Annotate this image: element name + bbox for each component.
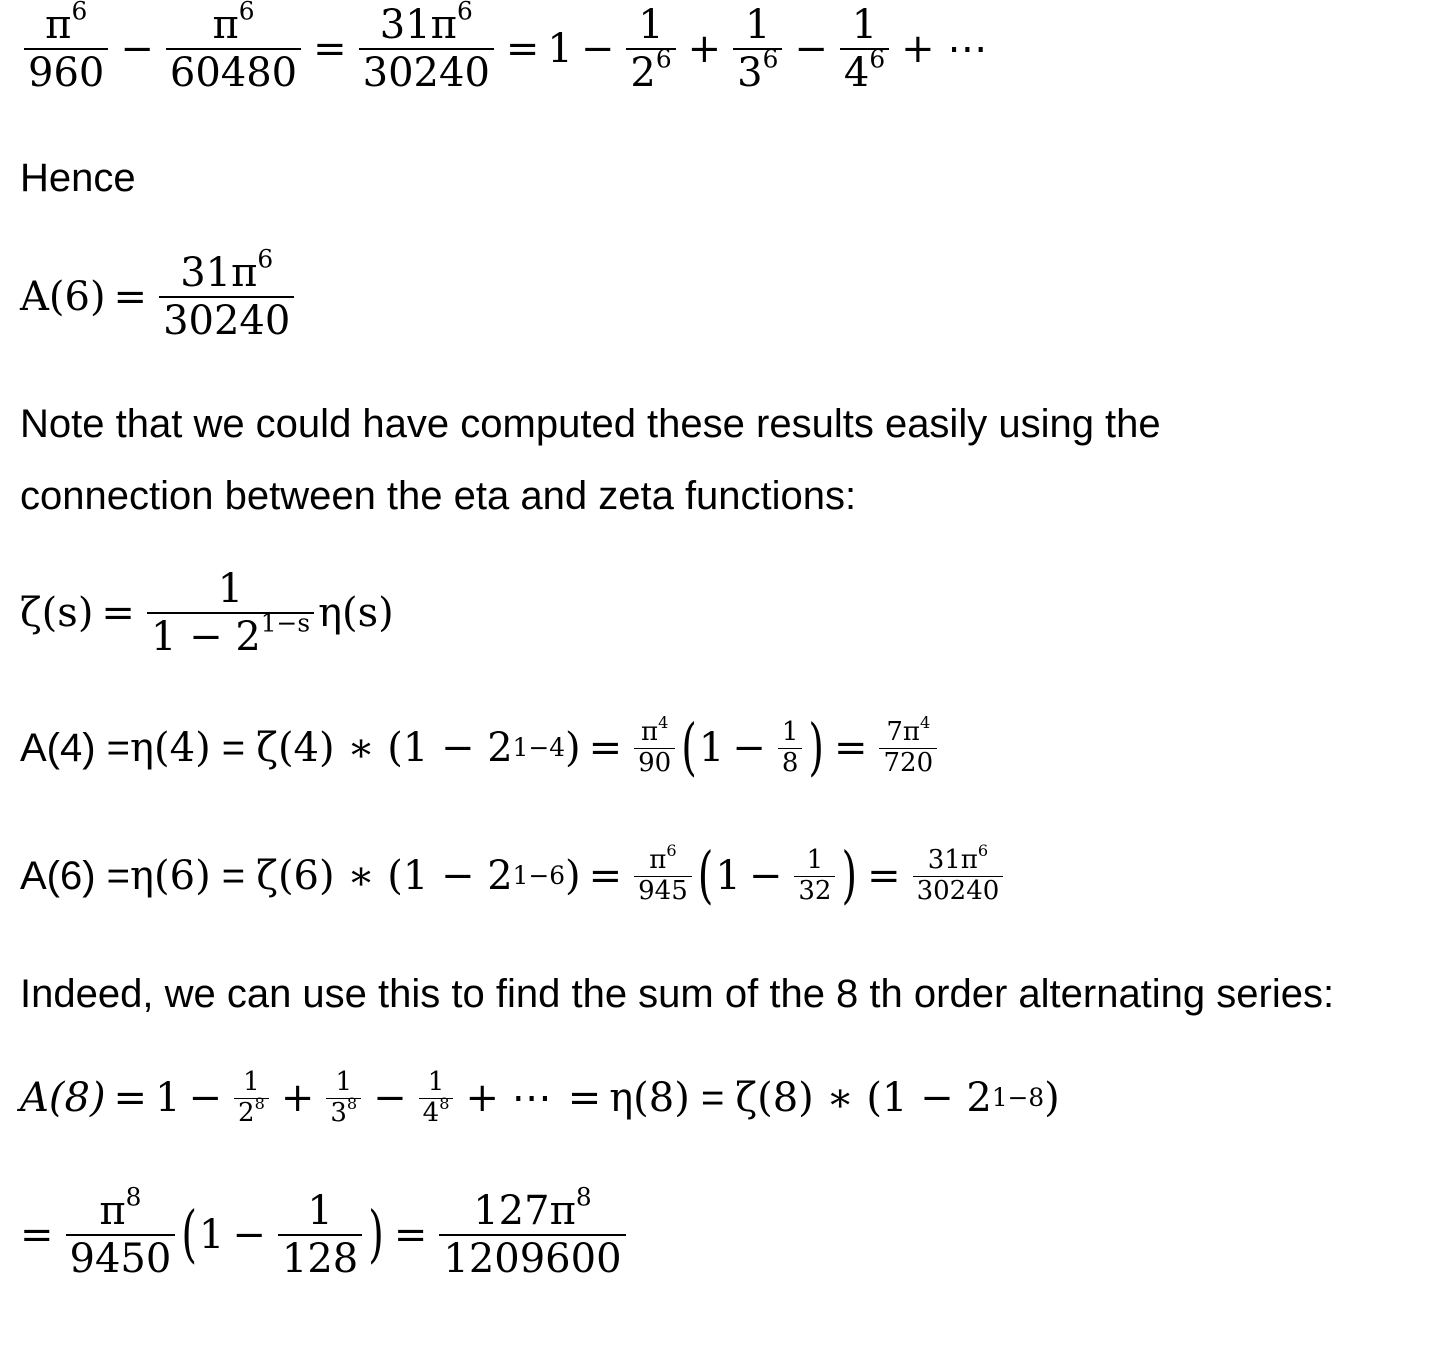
- numerator: 1: [745, 2, 771, 48]
- minus-sign: −: [580, 26, 615, 72]
- numerator: 1: [335, 1067, 353, 1097]
- fraction-pi6-over-60480: [166, 2, 301, 96]
- denominator: 8: [781, 747, 799, 778]
- numerator: 1: [427, 1067, 445, 1097]
- close-paren: ): [565, 853, 581, 900]
- fraction-1-over-1-minus-2-pow: [147, 566, 314, 660]
- exponent: 6: [71, 0, 88, 26]
- term-one: 1: [198, 1212, 225, 1258]
- numerator: 1: [217, 566, 244, 612]
- denominator-base: 2: [238, 1097, 255, 1128]
- open-paren: (: [181, 1199, 197, 1271]
- exponent: 6: [238, 0, 255, 26]
- denominator: 32: [798, 875, 832, 906]
- exponent: 8: [125, 1182, 142, 1212]
- plus-sign: +: [687, 26, 722, 72]
- denominator-base: 4: [843, 50, 870, 96]
- lhs-a6: A(6): [20, 274, 106, 320]
- denominator: 9450: [69, 1236, 172, 1282]
- exponent: 6: [655, 44, 672, 74]
- equals-sign: =: [113, 1075, 148, 1122]
- equals-sign: =: [101, 590, 135, 636]
- denominator-base: 4: [422, 1097, 440, 1128]
- paragraph-note-line2: connection between the eta and zeta functions:: [20, 474, 857, 518]
- zeta-8-times: ζ(8) ∗ (1 − 2: [735, 1075, 992, 1122]
- zeta-6-times: ζ(6) ∗ (1 − 2: [256, 853, 513, 900]
- fraction-1-over-3-pow-8: [326, 1068, 361, 1129]
- equals-sign: =: [689, 1075, 736, 1120]
- numerator: π: [212, 2, 239, 48]
- numerator: π: [649, 845, 667, 875]
- fraction-1-over-2-pow-8: [234, 1068, 269, 1129]
- fraction-1-over-8: [778, 718, 803, 779]
- close-paren: ): [565, 725, 581, 772]
- lhs-zeta-s: ζ(s): [20, 590, 94, 636]
- denominator: 1209600: [443, 1236, 622, 1282]
- rhs-eta-s: η(s): [318, 590, 394, 636]
- equals-sign: =: [113, 274, 148, 320]
- equals-sign: =: [313, 26, 347, 72]
- fraction-1-over-128: [278, 1188, 362, 1282]
- exponent: 1−s: [260, 608, 311, 638]
- exponent: 8: [575, 1182, 592, 1212]
- equation-a8-result: [20, 1182, 630, 1282]
- minus-sign: −: [120, 26, 154, 72]
- denominator-base: 2: [630, 50, 656, 96]
- open-paren: (: [697, 840, 714, 913]
- lhs-a8: A(8): [20, 1075, 106, 1122]
- equals-sign: =: [833, 725, 868, 772]
- series-continuation: + ⋯: [465, 1075, 552, 1122]
- equals-sign: =: [393, 1212, 428, 1258]
- lhs-a4: A(4) =: [20, 725, 131, 770]
- numerator: π: [99, 1188, 126, 1234]
- fraction-31pi6-over-30240: [359, 2, 494, 96]
- equals-sign: =: [20, 1212, 54, 1258]
- eta-6: η(6): [130, 853, 211, 900]
- numerator: π: [641, 717, 659, 747]
- exponent: 6: [977, 840, 989, 860]
- numerator: 1: [851, 2, 878, 48]
- minus-sign: −: [794, 26, 828, 72]
- close-paren: ): [808, 712, 824, 785]
- fraction-pi6-over-960: [24, 2, 108, 96]
- equals-sign: =: [210, 725, 257, 770]
- equals-sign: =: [588, 853, 623, 900]
- numerator: 7π: [886, 717, 920, 747]
- numerator: 1: [781, 717, 799, 747]
- paragraph-indeed: Indeed, we can use this to find the sum of the 8 th order alternating series:: [20, 972, 1335, 1016]
- numerator: 1: [307, 1188, 333, 1234]
- numerator: 31π: [180, 250, 258, 296]
- fraction-7pi4-over-720: [879, 712, 937, 779]
- fraction-1-over-3-pow-6: [733, 2, 782, 96]
- equals-sign: =: [567, 1075, 602, 1122]
- equation-a8-series: A(8) = 1 − $\frac{1}{2^8}$ + $\frac{1}{3^8}$ − $\frac{1}{4^8}$ + ⋯ = η(8) = ζ(8) ∗ (1 − 2 1−8 ): [20, 1067, 1060, 1128]
- open-paren: (: [681, 712, 697, 785]
- exponent: 6: [762, 44, 779, 74]
- denominator: 30240: [362, 50, 490, 96]
- fraction-1-over-32: [794, 846, 835, 907]
- series-continuation: + ⋯: [901, 26, 988, 72]
- plus-sign: +: [280, 1075, 315, 1122]
- term-one: 1: [715, 853, 741, 900]
- fraction-127pi8-over-1209600: [439, 1182, 625, 1282]
- numerator: 1: [806, 845, 824, 875]
- denominator: 960: [28, 50, 105, 96]
- minus-sign: −: [373, 1075, 407, 1122]
- fraction-31pi6-over-30240: [159, 244, 294, 344]
- eta-8: η(8): [609, 1075, 690, 1122]
- fraction-31pi6-over-30240: [913, 840, 1004, 907]
- numerator: π: [45, 2, 72, 48]
- denominator: 60480: [169, 50, 298, 96]
- paragraph-note-line1: Note that we could have computed these results easily using the: [20, 402, 1161, 446]
- eta-4: η(4): [130, 725, 211, 772]
- denominator: 90: [638, 747, 672, 778]
- equals-sign: =: [588, 725, 623, 772]
- close-paren: ): [368, 1199, 384, 1271]
- zeta-4-times: ζ(4) ∗ (1 − 2: [256, 725, 513, 772]
- exponent: 6: [666, 840, 677, 860]
- equation-a6-from-zeta: A(6) = η(6) = ζ(6) ∗ (1 − 2 1−6 ) = $\frac{\pi^6}{945}$ ( 1 − $\frac{1}{32}$ ) = $\frac{31\pi^6}{30240}$: [20, 846, 1007, 907]
- fraction-pi8-over-9450: [66, 1182, 176, 1282]
- denominator: 30240: [163, 298, 291, 344]
- denominator: 945: [638, 875, 688, 906]
- denominator: 30240: [916, 875, 1000, 906]
- fraction-1-over-4-pow-6: [840, 2, 889, 96]
- numerator: 31π: [379, 2, 457, 48]
- term-one: 1: [547, 26, 573, 72]
- denominator: 128: [281, 1236, 359, 1282]
- equals-sign: =: [505, 26, 540, 72]
- minus-sign: −: [232, 1212, 266, 1258]
- equals-sign: =: [867, 853, 901, 900]
- equals-sign: =: [210, 853, 257, 898]
- equation-a6-result: [20, 244, 298, 344]
- exponent: 6: [869, 44, 886, 74]
- term-one: 1: [698, 725, 725, 772]
- exponent: 4: [658, 712, 669, 732]
- numerator: 1: [638, 2, 664, 48]
- equation-a4-from-zeta: A(4) = η(4) = ζ(4) ∗ (1 − 2 1−4 ) = $\frac{\pi^4}{90}$ ( 1 − $\frac{1}{8}$ ) = $\frac{7\pi^4}{720}$: [20, 718, 941, 779]
- denominator-base: 3: [737, 50, 763, 96]
- close-paren: ): [841, 840, 858, 913]
- numerator: 31π: [927, 845, 978, 875]
- fraction-pi4-over-90: [634, 712, 675, 779]
- exponent: 6: [257, 244, 274, 274]
- equation-zeta-eta-relation: [20, 566, 394, 660]
- exponent: 8: [439, 1093, 450, 1113]
- minus-sign: −: [732, 725, 766, 772]
- denominator: 1 − 2: [150, 614, 261, 660]
- minus-sign: −: [748, 853, 783, 900]
- denominator: 720: [883, 747, 934, 778]
- exponent: 4: [920, 712, 931, 732]
- fraction-1-over-4-pow-8: [419, 1068, 454, 1129]
- close-paren: ): [1044, 1075, 1060, 1122]
- term-one: 1: [155, 1075, 181, 1122]
- exponent: 8: [346, 1093, 358, 1113]
- fraction-pi6-over-945: [634, 840, 692, 907]
- exponent: 6: [456, 0, 473, 26]
- fraction-1-over-2-pow-6: [626, 2, 675, 96]
- equation-alternating-sum-6: [20, 2, 995, 96]
- exponent: 8: [254, 1093, 265, 1113]
- minus-sign: −: [188, 1075, 223, 1122]
- denominator-base: 3: [330, 1097, 347, 1128]
- numerator: 1: [243, 1067, 260, 1097]
- lhs-a6: A(6) =: [20, 853, 131, 898]
- numerator: 127π: [473, 1188, 576, 1234]
- paragraph-hence: Hence: [20, 156, 136, 200]
